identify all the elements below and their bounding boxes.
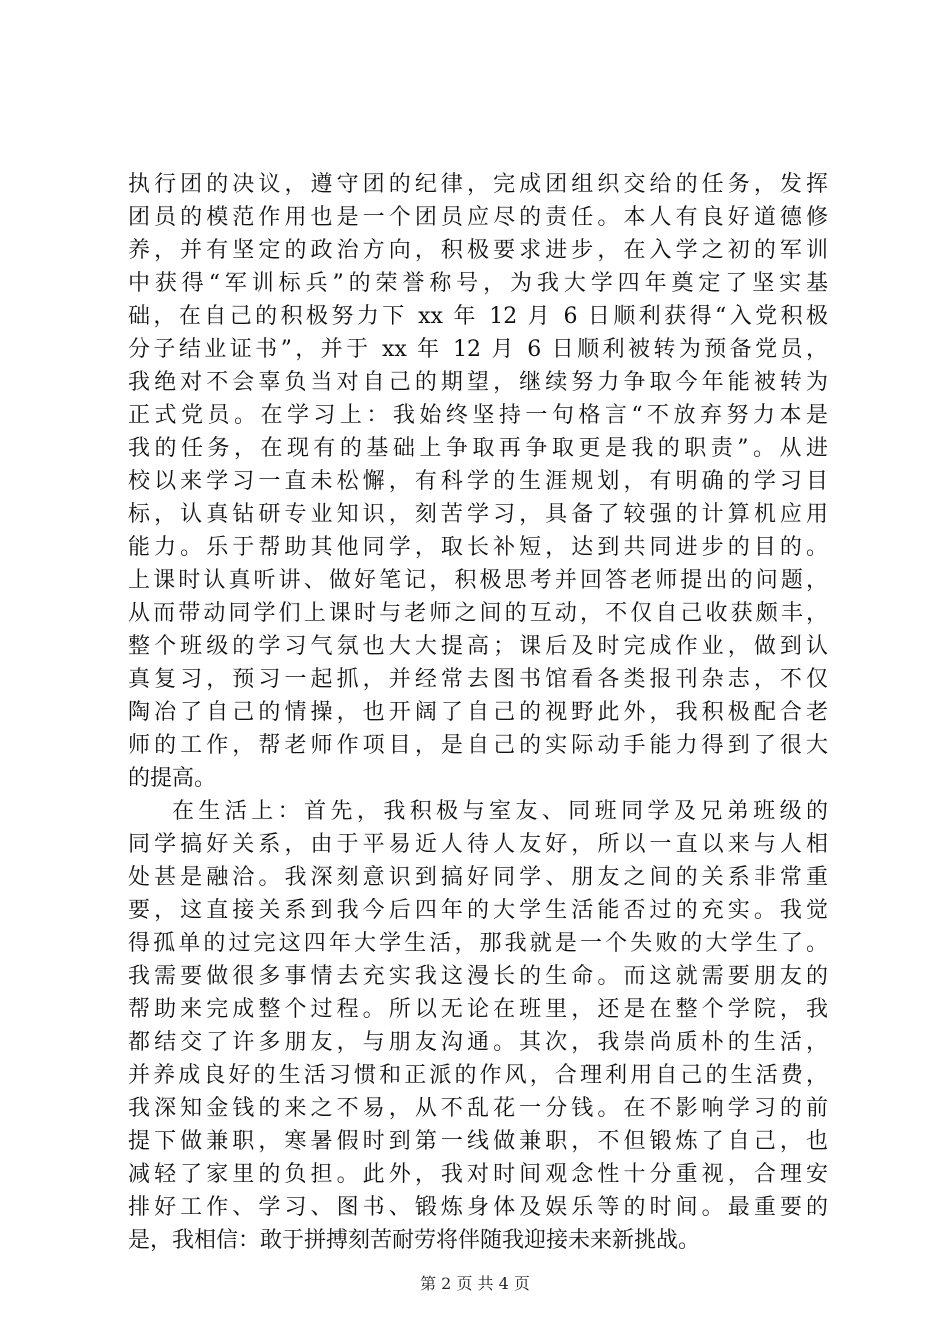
text-line: 并养成良好的生活习惯和正派的作风，合理利用自己的生活费， bbox=[128, 1063, 828, 1088]
text-line: 提下做兼职，寒暑假时到第一线做兼职，不但锻炼了自己，也 bbox=[128, 1129, 828, 1154]
text-line: 减轻了家里的负担。此外，我对时间观念性十分重视，合理安 bbox=[128, 1162, 828, 1187]
page-footer bbox=[0, 1274, 950, 1294]
text-line: 的提高。 bbox=[128, 766, 217, 791]
page-number-label: 第 2 页 共 4 页 bbox=[420, 1274, 530, 1293]
text-line: 整个班级的学习气氛也大大提高；课后及时完成作业，做到认 bbox=[128, 634, 828, 659]
text-line: 真复习，预习一起抓，并经常去图书馆看各类报刊杂志，不仅 bbox=[128, 667, 828, 692]
text-line: 础，在自己的积极努力下 xx 年 12 月 6 日顺利获得“入党积极 bbox=[128, 304, 828, 329]
text-line: 师的工作，帮老师作项目，是自己的实际动手能力得到了很大 bbox=[128, 733, 828, 758]
text-line: 得孤单的过完这四年大学生活，那我就是一个失败的大学生了。 bbox=[128, 931, 828, 956]
text-line: 我深知金钱的来之不易，从不乱花一分钱。在不影响学习的前 bbox=[128, 1096, 828, 1121]
text-line: 校以来学习一直未松懈，有科学的生涯规划，有明确的学习目 bbox=[128, 469, 828, 494]
text-line: 从而带动同学们上课时与老师之间的互动，不仅自己收获颇丰， bbox=[128, 601, 828, 626]
text-line: 标，认真钻研专业知识，刻苦学习，具备了较强的计算机应用 bbox=[128, 502, 828, 527]
text-line: 是，我相信：敢于拼搏刻苦耐劳将伴随我迎接未来新挑战。 bbox=[128, 1228, 701, 1253]
text-line: 处甚是融洽。我深刻意识到搞好同学、朋友之间的关系非常重 bbox=[128, 865, 828, 890]
body-text bbox=[128, 168, 828, 1257]
text-line: 都结交了许多朋友，与朋友沟通。其次，我崇尚质朴的生活， bbox=[128, 1030, 828, 1055]
text-line: 排好工作、学习、图书、锻炼身体及娱乐等的时间。最重要的 bbox=[128, 1195, 828, 1220]
text-line: 我的任务，在现有的基础上争取再争取更是我的职责”。从进 bbox=[128, 436, 828, 461]
text-line: 帮助来完成整个过程。所以无论在班里，还是在整个学院，我 bbox=[128, 997, 828, 1022]
paragraph-1 bbox=[128, 168, 828, 795]
text-line: 同学搞好关系，由于平易近人待人友好，所以一直以来与人相 bbox=[128, 832, 828, 857]
text-line: 上课时认真听讲、做好笔记，积极思考并回答老师提出的问题， bbox=[128, 568, 828, 593]
text-line: 正式党员。在学习上：我始终坚持一句格言“不放弃努力本是 bbox=[128, 403, 828, 428]
text-line: 团员的模范作用也是一个团员应尽的责任。本人有良好道德修 bbox=[128, 205, 828, 230]
text-line: 能力。乐于帮助其他同学，取长补短，达到共同进步的目的。 bbox=[128, 535, 828, 560]
text-line: 我需要做很多事情去充实我这漫长的生命。而这就需要朋友的 bbox=[128, 964, 828, 989]
text-line: 在生活上：首先，我积极与室友、同班同学及兄弟班级的 bbox=[172, 799, 828, 824]
text-line: 中获得“军训标兵”的荣誉称号，为我大学四年奠定了坚实基 bbox=[128, 271, 828, 296]
text-line: 我绝对不会辜负当对自己的期望，继续努力争取今年能被转为 bbox=[128, 370, 828, 395]
text-line: 养，并有坚定的政治方向，积极要求进步，在入学之初的军训 bbox=[128, 238, 828, 263]
text-line: 分子结业证书”，并于 xx 年 12 月 6 日顺利被转为预备党员， bbox=[128, 337, 828, 362]
paragraph-2 bbox=[128, 795, 828, 1257]
text-line: 陶冶了自己的情操，也开阔了自己的视野此外，我积极配合老 bbox=[128, 700, 828, 725]
text-line: 要，这直接关系到我今后四年的大学生活能否过的充实。我觉 bbox=[128, 898, 828, 923]
text-line: 执行团的决议，遵守团的纪律，完成团组织交给的任务，发挥 bbox=[128, 172, 828, 197]
